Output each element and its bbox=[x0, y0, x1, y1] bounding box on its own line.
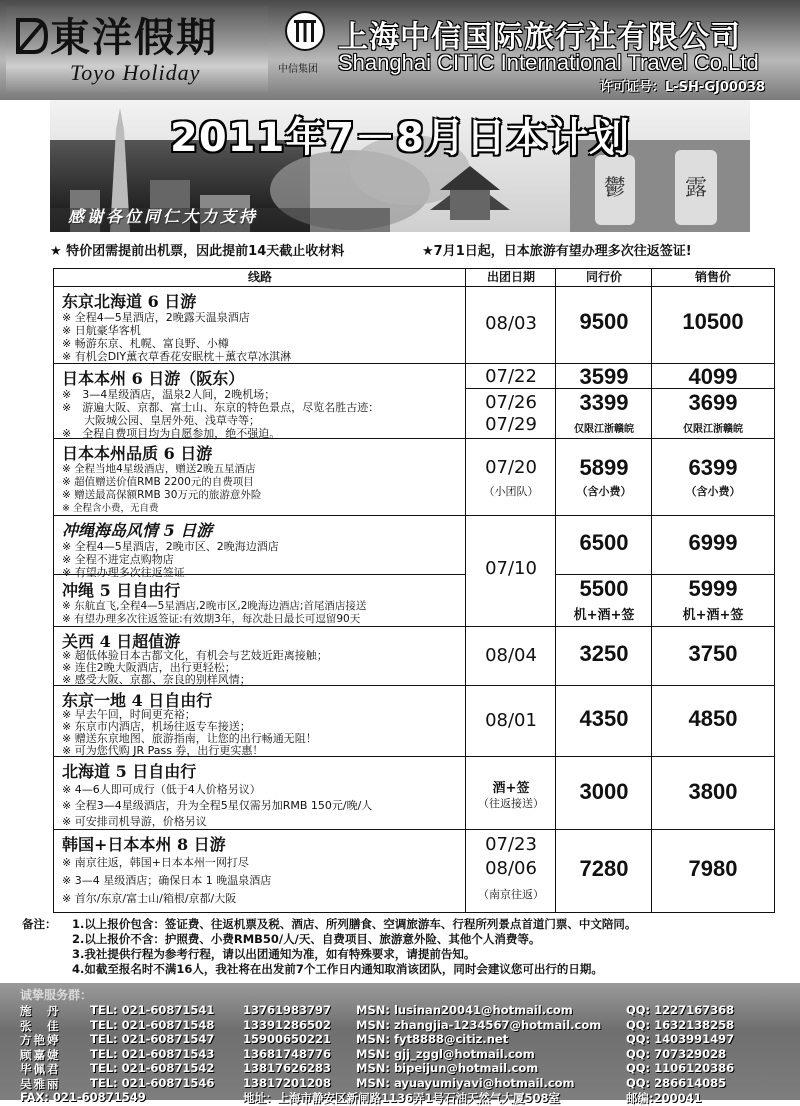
divider bbox=[556, 574, 774, 575]
retail-price: 7980 bbox=[688, 856, 738, 881]
route-detail: ※ 有机会DIY薰衣草香花安眠枕＋薰衣草冰淇淋 bbox=[62, 350, 292, 363]
price-note: 仅限江浙赣皖 bbox=[574, 424, 634, 435]
trade-price: 5899 bbox=[579, 455, 629, 480]
col-header-retail-price: 销售价 bbox=[652, 269, 774, 287]
table-row bbox=[54, 364, 774, 439]
date-note: （南京往返） bbox=[478, 888, 544, 901]
toyo-logo-icon bbox=[14, 16, 48, 56]
retail-price: 3750 bbox=[688, 641, 738, 666]
contact-phone[interactable]: TEL: 021-60871548 bbox=[90, 1017, 215, 1032]
remark-item: 4.如截至报名时不满16人，我社将在出发前7个工作日内通知取消该团队，同时会建议您可出行的日期。 bbox=[72, 962, 603, 976]
contact-msn[interactable]: MSN: gjj_zggl@hotmail.com bbox=[356, 1046, 535, 1061]
price-note: （含小费） bbox=[576, 485, 632, 498]
contact-qq[interactable]: QQ: 1106120386 bbox=[626, 1061, 735, 1075]
col-header-date: 出团日期 bbox=[466, 269, 556, 287]
contact-phone[interactable]: TEL: 021-60871542 bbox=[90, 1061, 215, 1075]
retail-price: 6399 bbox=[688, 455, 738, 480]
header-bar bbox=[0, 0, 800, 100]
departure-date: 07/10 bbox=[485, 558, 537, 579]
date-note: （往返接送） bbox=[478, 797, 544, 810]
retail-price: 5999 bbox=[688, 576, 738, 601]
departure-date: 07/22 bbox=[485, 366, 537, 387]
table-row bbox=[54, 686, 774, 757]
route-detail: ※ 东航直飞,全程4—5星酒店,2晚市区,2晚海边酒店;首尾酒店接送 bbox=[62, 600, 367, 612]
route-title: 日本本州品质 6 日游 bbox=[62, 444, 213, 463]
table-row bbox=[54, 757, 774, 830]
route-detail: ※ 超值赠送价值RMB 2200元的自费项目 bbox=[62, 476, 254, 488]
contact-address: 地址：上海市静安区新闸路1136弄1号石油天然气大厦508室 bbox=[243, 1091, 561, 1105]
route-title: 冲绳 5 日自由行 bbox=[62, 581, 181, 600]
trade-price: 3250 bbox=[579, 641, 629, 666]
route-title: 韩国+日本本州 8 日游 bbox=[62, 835, 226, 854]
retail-price: 3699 bbox=[688, 390, 738, 415]
contact-name: 吴雅丽 bbox=[20, 1076, 61, 1091]
contact-name: 张 佳 bbox=[20, 1018, 61, 1033]
route-detail: ※ 超低体验日本古都文化，有机会与艺妓近距离接触； bbox=[62, 649, 328, 662]
route-detail: ※ 感受大阪、京都、奈良的别样风情； bbox=[62, 673, 251, 686]
route-detail: ※ 全程不进定点购物店 bbox=[62, 553, 174, 566]
route-detail: ※ 有望办理多次往返签证 bbox=[62, 566, 185, 579]
route-detail: ※ 南京往返，韩国+日本本州一网打尽 bbox=[62, 856, 249, 869]
contact-phone[interactable]: TEL: 021-60871546 bbox=[90, 1075, 215, 1090]
contact-row-fax bbox=[0, 1090, 800, 1104]
contact-qq[interactable]: QQ: 1227167368 bbox=[626, 1003, 735, 1017]
retail-price: 10500 bbox=[682, 309, 744, 334]
contact-row bbox=[0, 1076, 800, 1090]
contact-msn[interactable]: MSN: ayuayumiyavi@hotmail.com bbox=[356, 1075, 575, 1090]
contact-phone[interactable]: TEL: 021-60871541 bbox=[90, 1003, 215, 1017]
banner-slogan: 感谢各位同仁大力支持 bbox=[68, 207, 259, 226]
contact-phone[interactable]: TEL: 021-60871543 bbox=[90, 1046, 215, 1061]
group-label: 中信集团 bbox=[278, 64, 318, 75]
contact-row bbox=[0, 1032, 800, 1046]
banner bbox=[50, 100, 750, 232]
route-detail: ※ 全程自费项目均为自愿参加，绝不强迫。 bbox=[62, 427, 281, 440]
banner-title: 2011年7－8月日本计划 bbox=[170, 115, 630, 161]
price-note: 机+酒+签 bbox=[573, 608, 635, 623]
trade-price: 6500 bbox=[579, 530, 629, 555]
contact-qq[interactable]: QQ: 1632138258 bbox=[626, 1017, 735, 1032]
table-row bbox=[54, 830, 774, 910]
notice-ticketing: ★ 特价团需提前出机票，因此提前14天截止收材料 bbox=[50, 244, 345, 259]
company-name-en: Shanghai CITIC International Travel Co.Ltd bbox=[338, 50, 759, 75]
contact-row bbox=[0, 1003, 800, 1017]
route-detail: ※ 赠送最高保额RMB 30万元的旅游意外险 bbox=[62, 489, 262, 501]
trade-price: 3399 bbox=[579, 390, 629, 415]
brand-name-cn: 東洋假期 bbox=[50, 14, 218, 61]
remark-item: 2.以上报价不含：护照费、小费RMB50/人/天、自费项目、旅游意外险、其他个人消费等。 bbox=[72, 932, 541, 946]
trade-price: 3000 bbox=[579, 779, 629, 804]
svg-text:鬱: 鬱 bbox=[603, 176, 627, 201]
route-detail: ※ 3—4 星级酒店；确保日本 1 晚温泉酒店 bbox=[62, 874, 272, 887]
route-title: 关西 4 日超值游 bbox=[62, 632, 181, 651]
route-detail: ※ 4—6人即可成行（低于4人价格另议） bbox=[62, 783, 261, 796]
notice-visa: ★7月1日起，日本旅游有望办理多次往返签证! bbox=[422, 244, 692, 259]
route-detail: ※ 有望办理多次往返签证:有效期3年，每次赴日最长可逗留90天 bbox=[62, 613, 361, 625]
contact-name: 顾嘉婕 bbox=[20, 1047, 61, 1062]
retail-price: 4850 bbox=[688, 706, 738, 731]
route-title: 东京北海道 6 日游 bbox=[62, 292, 197, 311]
retail-price: 3800 bbox=[688, 779, 738, 804]
route-detail: ※ 畅游东京、札幌、富良野、小樽 bbox=[62, 337, 229, 350]
itinerary-table bbox=[53, 268, 775, 913]
contact-postcode: 邮编:200041 bbox=[626, 1091, 702, 1105]
brand-name-en: Toyo Holiday bbox=[70, 60, 201, 85]
contact-name: 毕佩君 bbox=[20, 1062, 61, 1076]
departure-date: 08/01 bbox=[485, 710, 537, 731]
departure-date: 酒+签 bbox=[492, 781, 530, 796]
trade-price: 5500 bbox=[579, 576, 629, 601]
route-detail: ※ 全程含小费，无自费 bbox=[62, 503, 159, 514]
route-detail: ※ 全程4—5星酒店，2晚市区、2晚海边酒店 bbox=[62, 540, 279, 553]
contact-mobile[interactable]: 13817626283 bbox=[243, 1061, 332, 1075]
contact-name: 方艳婷 bbox=[20, 1033, 61, 1047]
retail-price: 4099 bbox=[688, 364, 738, 389]
remark-item: 1.以上报价包含：签证费、往返机票及税、酒店、所列膳食、空调旅游车、行程所列景点首道门票、中文陪同。 bbox=[72, 917, 637, 931]
table-row bbox=[54, 439, 774, 516]
route-title: 日本本州 6 日游（阪东） bbox=[62, 369, 245, 388]
remarks-label: 备注： bbox=[22, 917, 57, 931]
route-detail: ※ 可安排司机导游，价格另议 bbox=[62, 815, 207, 828]
trade-price: 9500 bbox=[579, 309, 629, 334]
col-header-trade-price: 同行价 bbox=[556, 269, 652, 287]
departure-date: 07/26 bbox=[485, 392, 537, 413]
contact-msn[interactable]: MSN: lusinan20041@hotmail.com bbox=[356, 1003, 573, 1017]
contact-row bbox=[0, 1047, 800, 1061]
route-detail: ※ 全程4—5星酒店，2晚露天温泉酒店 bbox=[62, 311, 250, 324]
route-detail: ※ 可为您代购 JR Pass 券，出行更实惠！ bbox=[62, 744, 264, 757]
table-row bbox=[54, 287, 774, 364]
price-note: 仅限江浙赣皖 bbox=[683, 424, 743, 435]
contact-msn[interactable]: MSN: fyt8888@citiz.net bbox=[356, 1032, 509, 1046]
table-row-group bbox=[54, 516, 774, 627]
col-header-route: 线路 bbox=[54, 269, 466, 287]
retail-price: 6999 bbox=[688, 530, 738, 555]
route-detail: ※ 连住2晚大阪酒店，出行更轻松； bbox=[62, 661, 236, 674]
route-detail: ※ 早去午回，时间更充裕； bbox=[62, 708, 196, 721]
svg-text:露: 露 bbox=[684, 176, 708, 201]
route-detail: ※ 全程当地4星级酒店，赠送2晚五星酒店 bbox=[62, 463, 256, 475]
route-detail: ※ 全程3—4星级酒店，升为全程5星仅需另加RMB 150元/晚/人 bbox=[62, 799, 373, 812]
route-detail: ※ 3—4星级酒店，温泉2人间，2晚机场； bbox=[62, 388, 276, 401]
route-title: 东京一地 4 日自由行 bbox=[62, 691, 213, 710]
contact-mobile[interactable]: 13681748776 bbox=[243, 1046, 332, 1061]
contact-mobile[interactable]: 13761983797 bbox=[243, 1003, 332, 1017]
contact-qq[interactable]: QQ: 707329028 bbox=[626, 1046, 727, 1061]
contact-mobile[interactable]: 13391286502 bbox=[243, 1017, 332, 1032]
company-name-cn: 上海中信国际旅行社有限公司 bbox=[338, 20, 741, 55]
contact-phone[interactable]: TEL: 021-60871547 bbox=[90, 1032, 215, 1046]
contact-mobile[interactable]: 15900650221 bbox=[243, 1032, 332, 1046]
contact-name: 施 丹 bbox=[20, 1004, 61, 1018]
departure-date: 08/06 bbox=[485, 858, 537, 879]
contact-row bbox=[0, 1018, 800, 1032]
departure-date: 07/29 bbox=[485, 414, 537, 435]
citic-logo-icon bbox=[284, 10, 326, 52]
route-detail: ※ 赠送东京地图、旅游指南，让您的出行畅通无阻！ bbox=[62, 732, 317, 745]
route-detail: 大阪城公园、皇居外苑、浅草寺等； bbox=[62, 414, 260, 427]
contact-msn[interactable]: MSN: bipeijun@hotmail.com bbox=[356, 1061, 539, 1075]
departure-date: 07/20 bbox=[485, 457, 537, 478]
departure-date: 08/03 bbox=[485, 313, 537, 334]
route-detail: ※ 首尔/东京/富士山/箱根/京都/大阪 bbox=[62, 892, 237, 905]
date-note: （小团队） bbox=[483, 485, 539, 498]
remark-item: 3.我社提供行程为参考行程，请以出团通知为准，如有特殊要求，请提前告知。 bbox=[72, 947, 476, 961]
license-number: 许可证号：L-SH-GJ00038 bbox=[600, 80, 766, 95]
notice-bar bbox=[50, 238, 750, 258]
contact-msn[interactable]: MSN: zhangjia-1234567@hotmail.com bbox=[356, 1017, 602, 1032]
route-detail: ※ 日航豪华客机 bbox=[62, 324, 141, 337]
contact-heading: 诚挚服务群： bbox=[20, 988, 93, 1002]
route-title: 北海道 5 日自由行 bbox=[62, 762, 197, 781]
departure-date: 08/04 bbox=[485, 645, 537, 666]
trade-price: 7280 bbox=[579, 856, 629, 881]
contact-qq[interactable]: QQ: 286614085 bbox=[626, 1075, 727, 1090]
trade-price: 4350 bbox=[579, 706, 629, 731]
route-detail: ※ 游遍大阪、京都、富士山、东京的特色景点，尽览名胜古迹： bbox=[62, 401, 380, 414]
price-note: （含小费） bbox=[685, 485, 741, 498]
price-note: 机+酒+签 bbox=[682, 608, 744, 623]
departure-date: 07/23 bbox=[485, 834, 537, 855]
contact-mobile[interactable]: 13817201208 bbox=[243, 1075, 332, 1090]
contact-fax[interactable]: FAX: 021-60871549 bbox=[20, 1090, 146, 1104]
contact-qq[interactable]: QQ: 1403991497 bbox=[626, 1032, 735, 1046]
contact-row bbox=[0, 1061, 800, 1075]
route-title: 冲绳海岛风情 5 日游 bbox=[62, 521, 213, 540]
contact-panel bbox=[0, 983, 800, 1105]
table-row bbox=[54, 627, 774, 686]
route-detail: ※ 东京市内酒店，机场往返专车接送； bbox=[62, 720, 251, 733]
trade-price: 3599 bbox=[579, 364, 629, 389]
